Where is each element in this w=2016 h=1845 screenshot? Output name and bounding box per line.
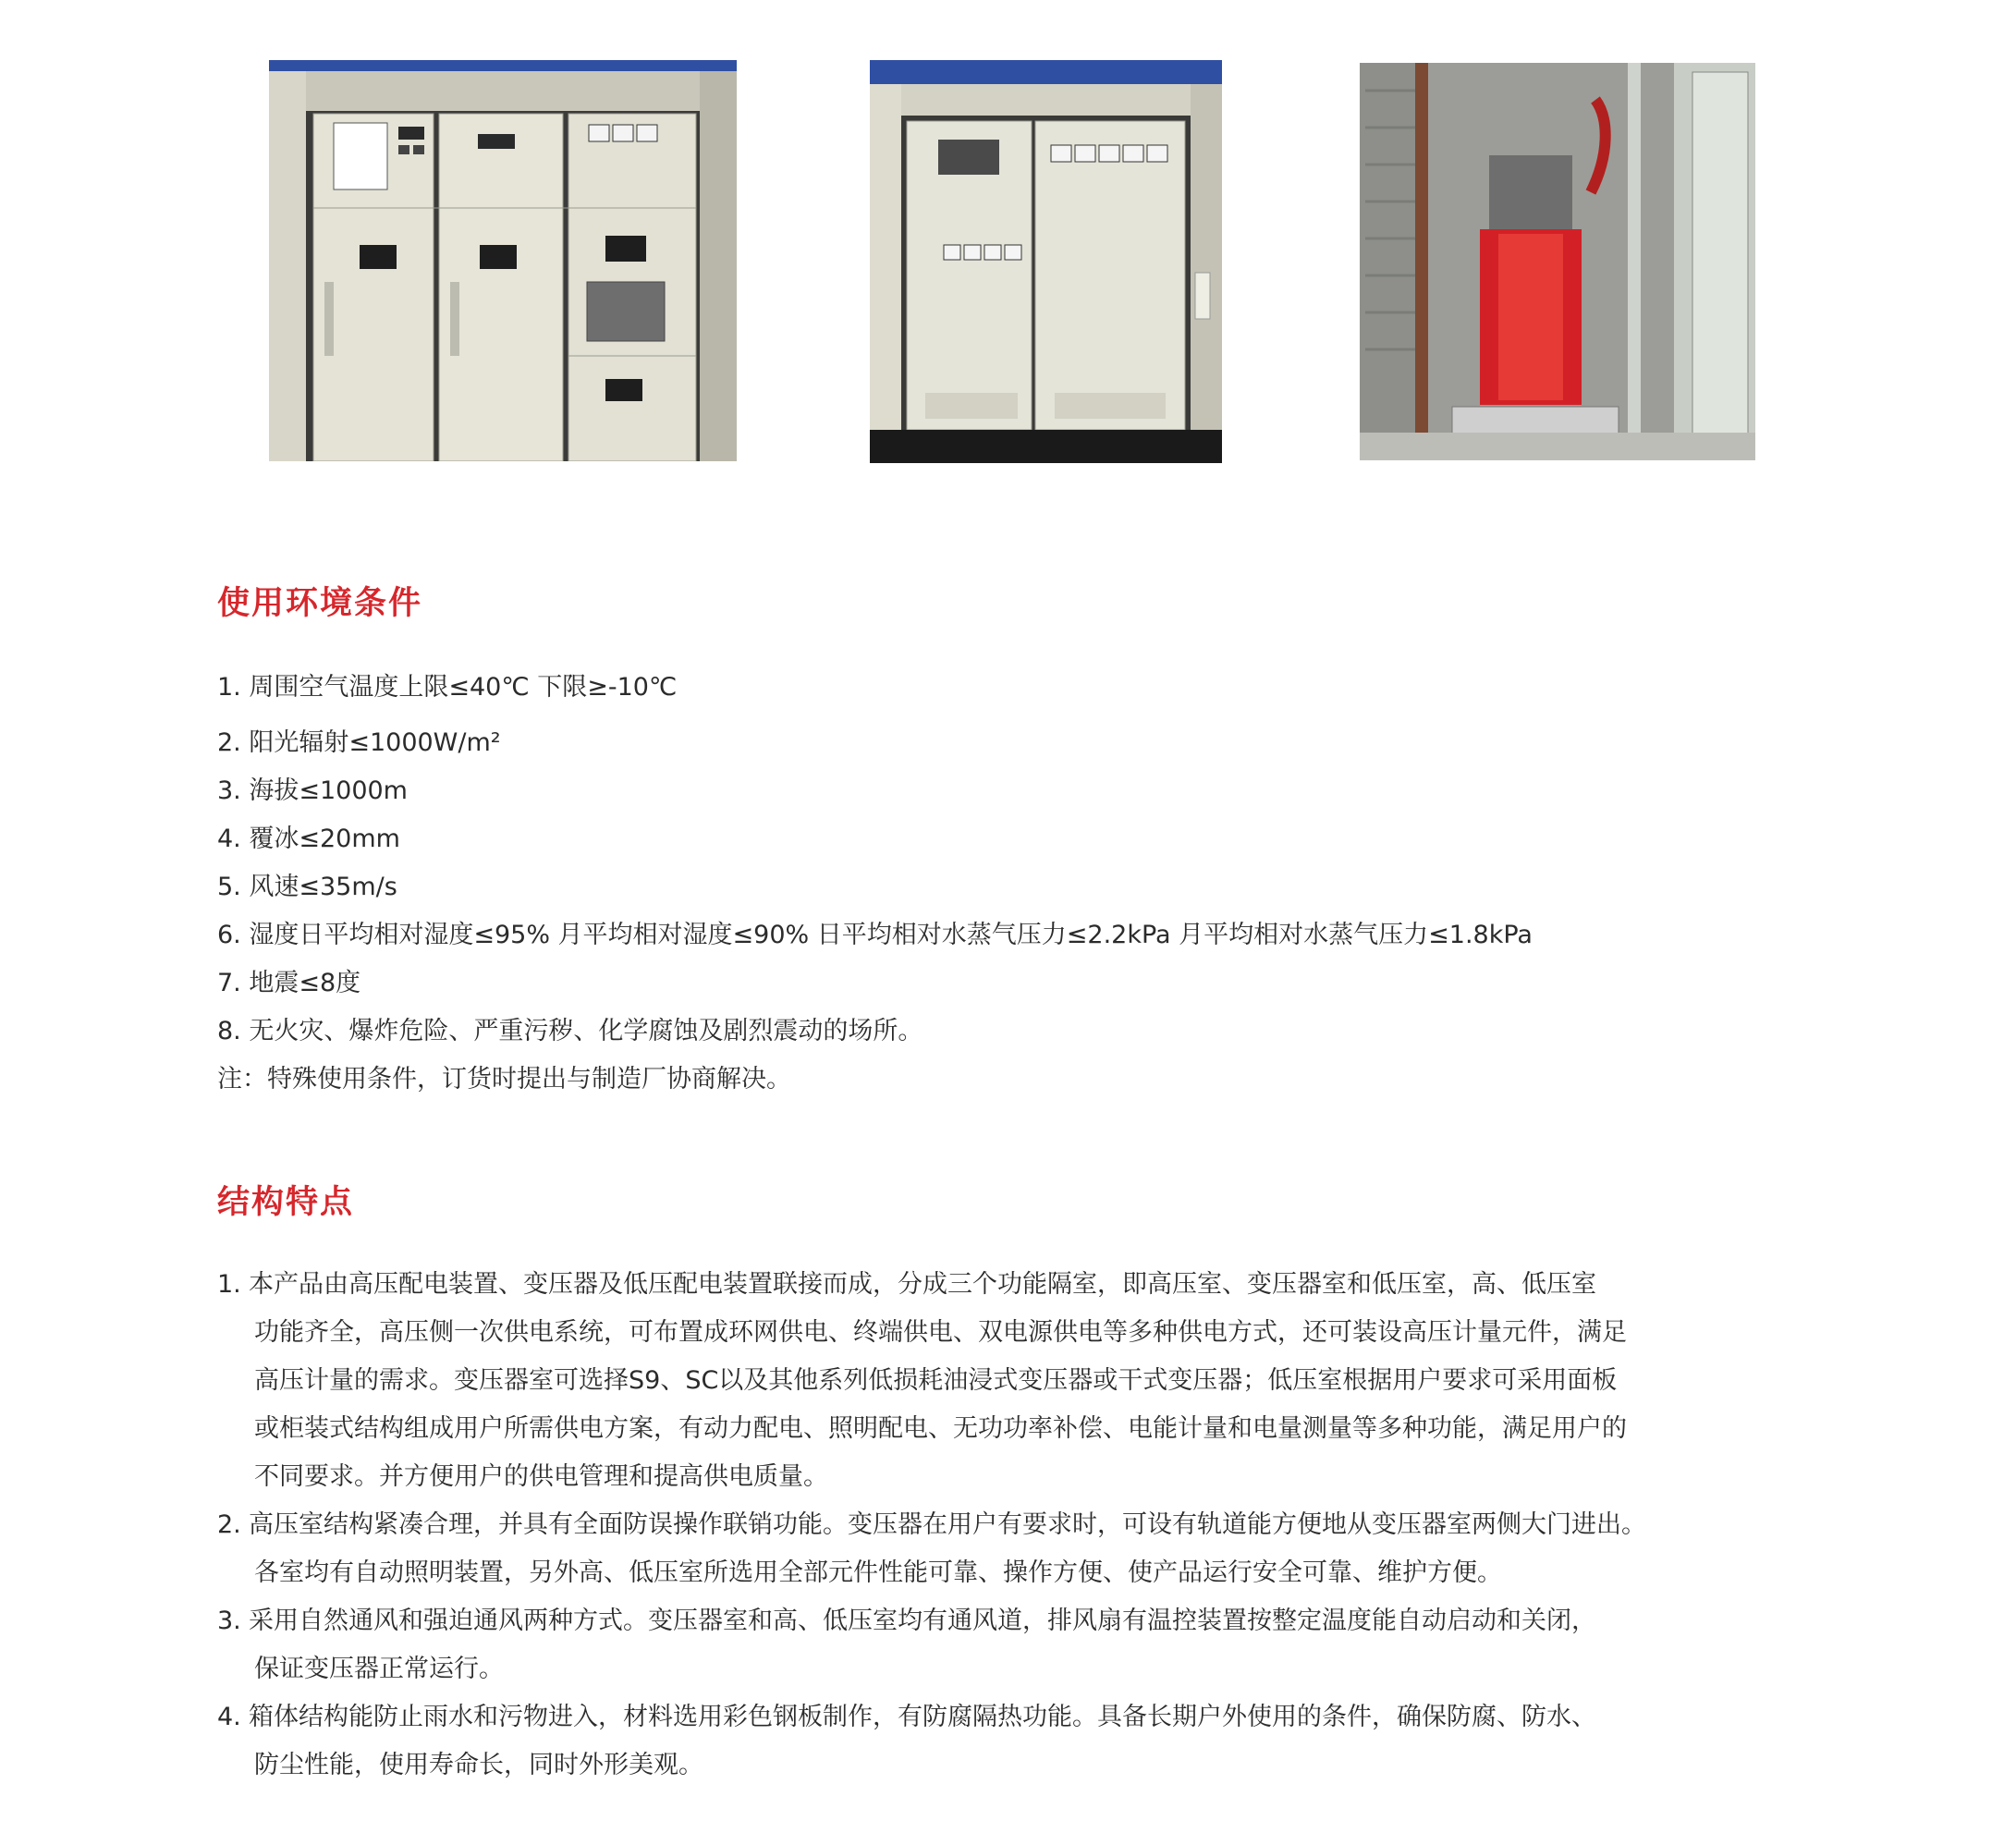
section-title-environment: 使用环境条件 (217, 585, 423, 622)
feature-line: 保证变压器正常运行。 (254, 1655, 504, 1683)
feature-line: 箱体结构能防止雨水和污物进入，材料选用彩色钢板制作，有防腐隔热功能。具备长期户外使用的条件，确保防腐、防水、 (249, 1703, 1596, 1731)
condition-item: 8. 无火灾、爆炸危险、严重污秽、化学腐蚀及剧烈震动的场所。 (217, 1017, 923, 1045)
feature-item (217, 1501, 1844, 1597)
feature-text (241, 1597, 1844, 1693)
low-voltage-cabinet-photo (870, 60, 1222, 463)
feature-line: 功能齐全，高压侧一次供电系统，可布置成环网供电、终端供电、双电源供电等多种供电方式，还可装设高压计量元件，满足 (254, 1318, 1627, 1347)
feature-text (241, 1693, 1844, 1790)
feature-line: 不同要求。并方便用户的供电管理和提高供电质量。 (254, 1462, 828, 1491)
condition-item: 6. 湿度日平均相对湿度≤95% 月平均相对湿度≤90% 日平均相对水蒸气压力≤2.2kPa 月平均相对水蒸气压力≤1.8kPa (217, 921, 1533, 949)
feature-line: 本产品由高压配电装置、变压器及低压配电装置联接而成，分成三个功能隔室，即高压室、变压器室和低压室，高、低压室 (249, 1270, 1596, 1299)
environment-conditions-list (217, 664, 1533, 1104)
feature-line: 高压室结构紧凑合理，并具有全面防误操作联销功能。变压器在用户有要求时，可设有轨道能方便地从变压器室两侧大门进出。 (249, 1510, 1646, 1539)
condition-item: 2. 阳光辐射≤1000W/m² (217, 728, 501, 757)
feature-line: 或柜装式结构组成用户所需供电方案，有动力配电、照明配电、无功功率补偿、电能计量和电量测量等多种功能，满足用户的 (254, 1414, 1627, 1443)
dry-transformer-photo (1360, 63, 1755, 460)
feature-line: 高压计量的需求。变压器室可选择S9、SC以及其他系列低损耗油浸式变压器或干式变压器；低压室根据用户要求可采用面板 (254, 1366, 1618, 1395)
structure-features-list (217, 1261, 1844, 1790)
condition-item: 3. 海拔≤1000m (217, 776, 408, 805)
condition-item: 5. 风速≤35m/s (217, 873, 397, 901)
feature-number: 4. (217, 1703, 241, 1731)
condition-note: 注：特殊使用条件，订货时提出与制造厂协商解决。 (217, 1065, 791, 1094)
feature-number: 1. (217, 1270, 241, 1299)
feature-line: 各室均有自动照明装置，另外高、低压室所选用全部元件性能可靠、操作方便、使产品运行安全可靠、维护方便。 (254, 1558, 1502, 1587)
feature-item (217, 1597, 1844, 1693)
section-title-structure: 结构特点 (217, 1184, 355, 1221)
switchgear-photo (269, 60, 737, 461)
condition-item: 7. 地震≤8度 (217, 969, 361, 997)
feature-text (241, 1261, 1844, 1501)
feature-item (217, 1693, 1844, 1790)
feature-text (241, 1501, 1844, 1597)
feature-number: 3. (217, 1607, 241, 1635)
condition-item: 1. 周围空气温度上限≤40℃ 下限≥-10℃ (217, 673, 678, 702)
feature-line: 采用自然通风和强迫通风两种方式。变压器室和高、低压室均有通风道，排风扇有温控装置按整定温度能自动启动和关闭， (249, 1607, 1596, 1635)
feature-line: 防尘性能，使用寿命长，同时外形美观。 (254, 1751, 703, 1779)
feature-item (217, 1261, 1844, 1501)
condition-item: 4. 覆冰≤20mm (217, 825, 400, 853)
feature-number: 2. (217, 1510, 241, 1539)
